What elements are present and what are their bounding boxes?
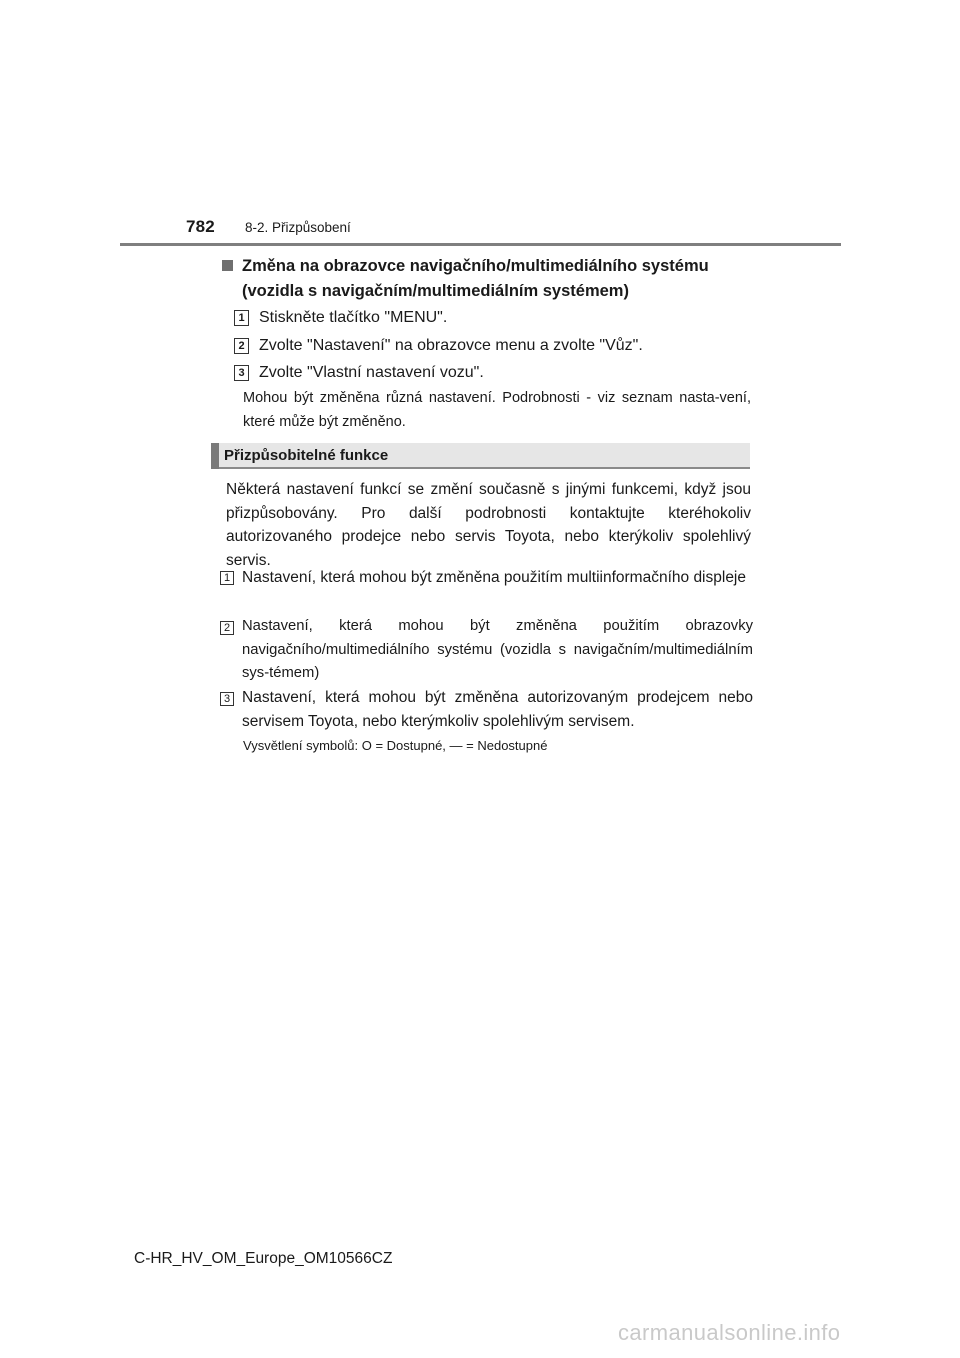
page-number: 782: [186, 217, 215, 236]
watermark: carmanualsonline.info: [618, 1320, 841, 1345]
section-label: 8-2. Přizpůsobení: [245, 220, 351, 235]
step-item: [234, 335, 643, 357]
step-number-badge: 2: [234, 338, 249, 354]
item-text: Nastavení, která mohou být změněna použitím multiinformačního displeje: [242, 569, 746, 586]
step-number-badge: 1: [234, 310, 249, 326]
item-number-badge: 1: [220, 571, 234, 585]
square-bullet-icon: [222, 260, 233, 271]
customizable-features-heading: [211, 443, 750, 469]
step-text: Zvolte "Nastavení" na obrazovce menu a zvolte "Vůz".: [259, 337, 643, 354]
document-footer: C-HR_HV_OM_Europe_OM10566CZ: [134, 1250, 393, 1267]
item-number-badge: 2: [220, 621, 234, 635]
symbol-legend: Vysvětlení symbolů: O = Dostupné, — = Nedostupné: [243, 738, 548, 753]
settings-note: Mohou být změněna různá nastavení. Podrobnosti - viz seznam nasta-vení, které může být změněno.: [243, 390, 751, 430]
subsection-heading: Změna na obrazovce navigačního/multimediálního systému (vozidla s navigačním/multimediálním systémem): [242, 257, 709, 300]
body-paragraph: Některá nastavení funkcí se změní současně s jinými funkcemi, když jsou přizpůsobovány. Pro další podrobnosti kontaktujte kteréhokoliv autorizovaného prodejce nebo servis Toyota, nebo kterýkoliv spolehlivý servis.: [226, 481, 751, 569]
item-text: Nastavení, která mohou být změněna použitím obrazovky navigačního/multimediálního systému (vozidla s navigačním/multimediálním sys-témem): [242, 618, 753, 681]
item-number-badge: 3: [220, 692, 234, 706]
step-text: Zvolte "Vlastní nastavení vozu".: [259, 364, 484, 381]
heading-text: Přizpůsobitelné funkce: [224, 447, 389, 464]
item-text: Nastavení, která mohou být změněna autorizovaným prodejcem nebo servisem Toyota, nebo kterýmkoliv spolehlivým servisem.: [242, 689, 753, 730]
step-text: Stiskněte tlačítko "MENU".: [259, 309, 448, 326]
step-number-badge: 3: [234, 365, 249, 381]
header-divider: [120, 243, 841, 246]
step-item: [234, 307, 447, 329]
heading-accent-bar: [211, 443, 219, 469]
step-item: [234, 362, 484, 384]
